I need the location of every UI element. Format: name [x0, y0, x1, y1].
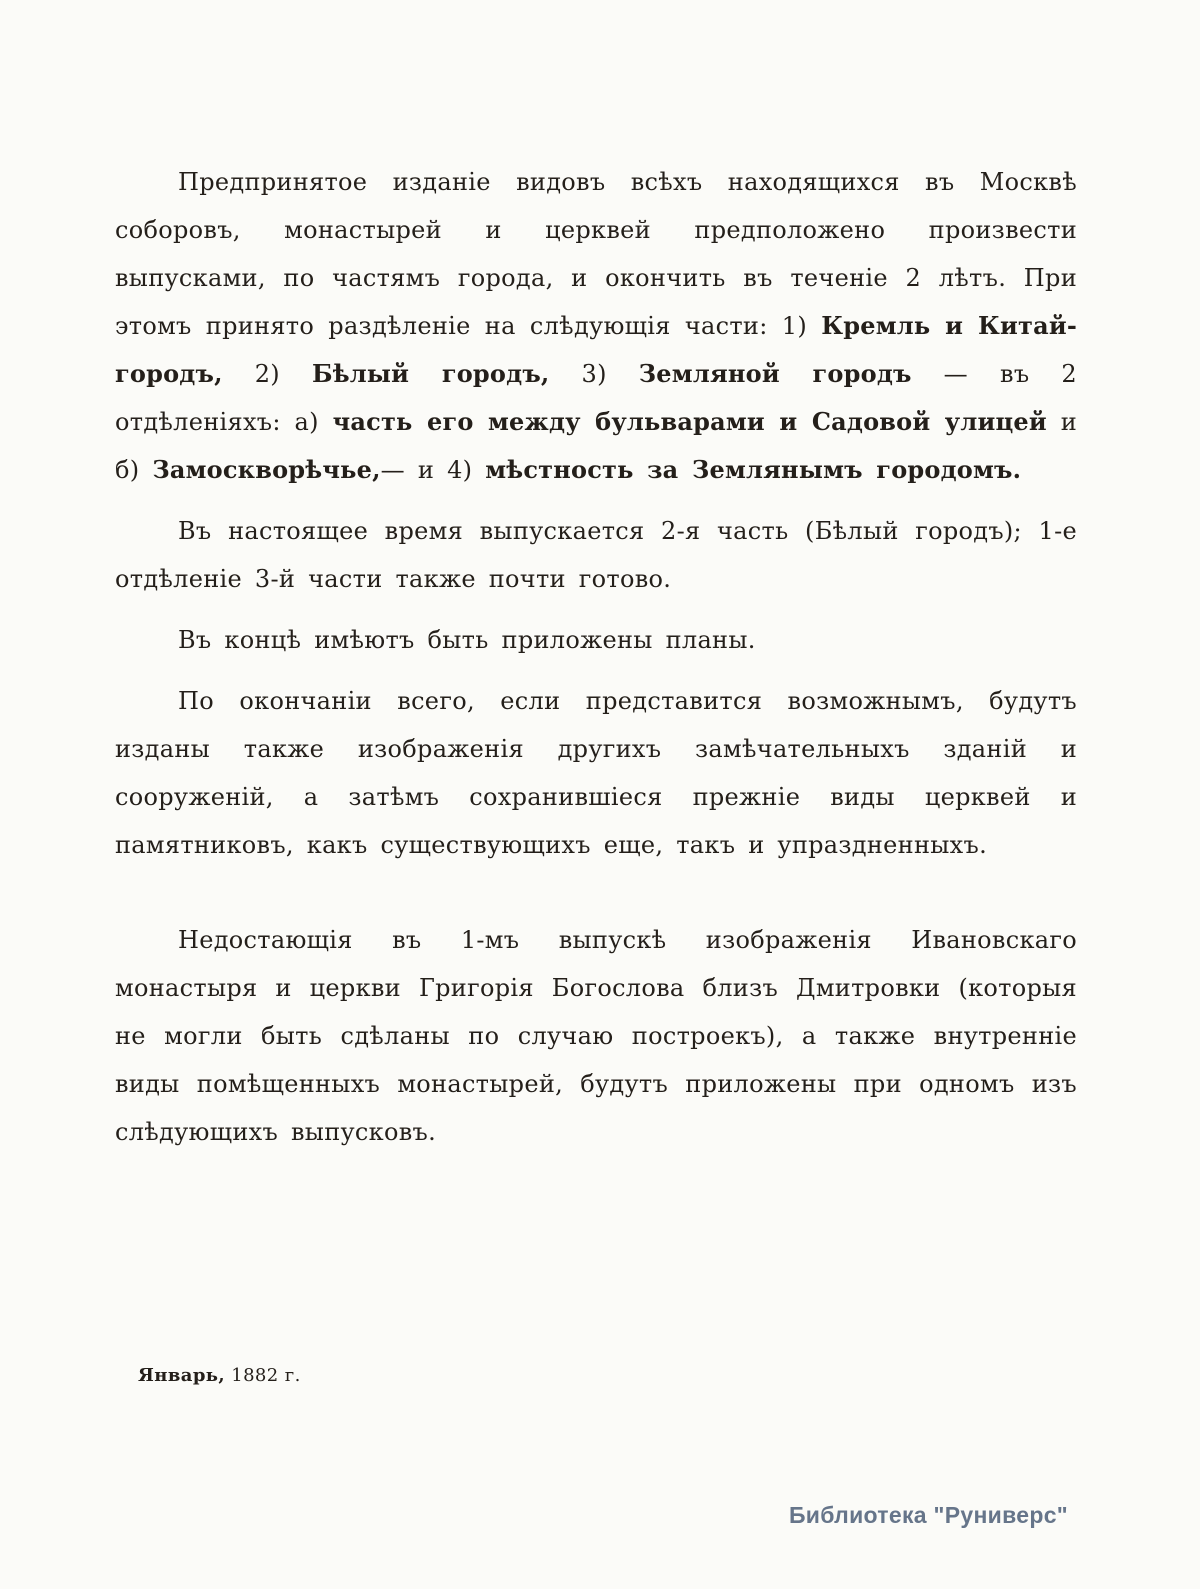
date-line — [138, 1365, 301, 1386]
paragraph-plans-note: Въ концѣ имѣютъ быть приложены планы. — [178, 626, 756, 654]
district-name-bely-gorod: Бѣлый городъ, — [311, 359, 550, 388]
runivers-library-watermark: Библиотека "Руниверс" — [788, 1502, 1068, 1528]
district-name-zamoskvorechye: Замоскворѣчье, — [152, 455, 381, 484]
paragraph-text: 3) — [549, 360, 639, 388]
paragraph-text: и б) — [115, 408, 1078, 484]
paragraph-text: 2) — [222, 360, 312, 388]
paragraph-text: Предпринятое изданіе видовъ всѣхъ находящихся въ Москвѣ соборовъ, монастырей и церквей предположено произвести выпусками, по частямъ города, и окончить въ теченіе 2 лѣтъ. При этомъ принято раздѣленіе на слѣдующія части: 1) — [115, 168, 1077, 340]
paragraph-text: — и 4) — [380, 456, 486, 484]
district-name-boulevards: часть его между бульварами и Садовой улицей — [332, 407, 1047, 436]
district-name-zemlyanoy-gorod: Земляной городъ — [638, 359, 912, 388]
date-year: 1882 г. — [225, 1365, 301, 1386]
paragraph-text: — въ 2 отдѣленіяхъ: а) — [115, 360, 1077, 436]
paragraph-missing-images: Недостающія въ 1-мъ выпускѣ изображенія Ивановскаго монастыря и церкви Григорія Богослова близъ Дмитровки (которыя не могли быть сдѣланы по случаю построекъ), а также внутренніе виды помѣщенныхъ монастырей, будутъ приложены при одномъ изъ слѣдующихъ выпусковъ. — [115, 926, 1077, 1146]
paragraph-issue-plan — [115, 158, 1077, 494]
text-block — [115, 158, 1077, 1156]
date-month: Январь, — [138, 1365, 226, 1386]
district-name-beyond-zemlyanoy: мѣстность за Землянымъ городомъ. — [485, 455, 1022, 484]
district-name-kremlin: Кремль и Китай-городъ, — [115, 311, 1077, 388]
paragraph-future-editions: По окончаніи всего, если представится возможнымъ, будутъ изданы также изображенія другихъ замѣчательныхъ зданій и сооруженій, а затѣмъ сохранившіеся прежніе виды церквей и памятниковъ, какъ существующихъ еще, такъ и упраздненныхъ. — [115, 687, 1077, 859]
paragraph-current-issue: Въ настоящее время выпускается 2-я часть (Бѣлый городъ); 1-е отдѣленіе 3-й части также почти готово. — [115, 517, 1077, 593]
